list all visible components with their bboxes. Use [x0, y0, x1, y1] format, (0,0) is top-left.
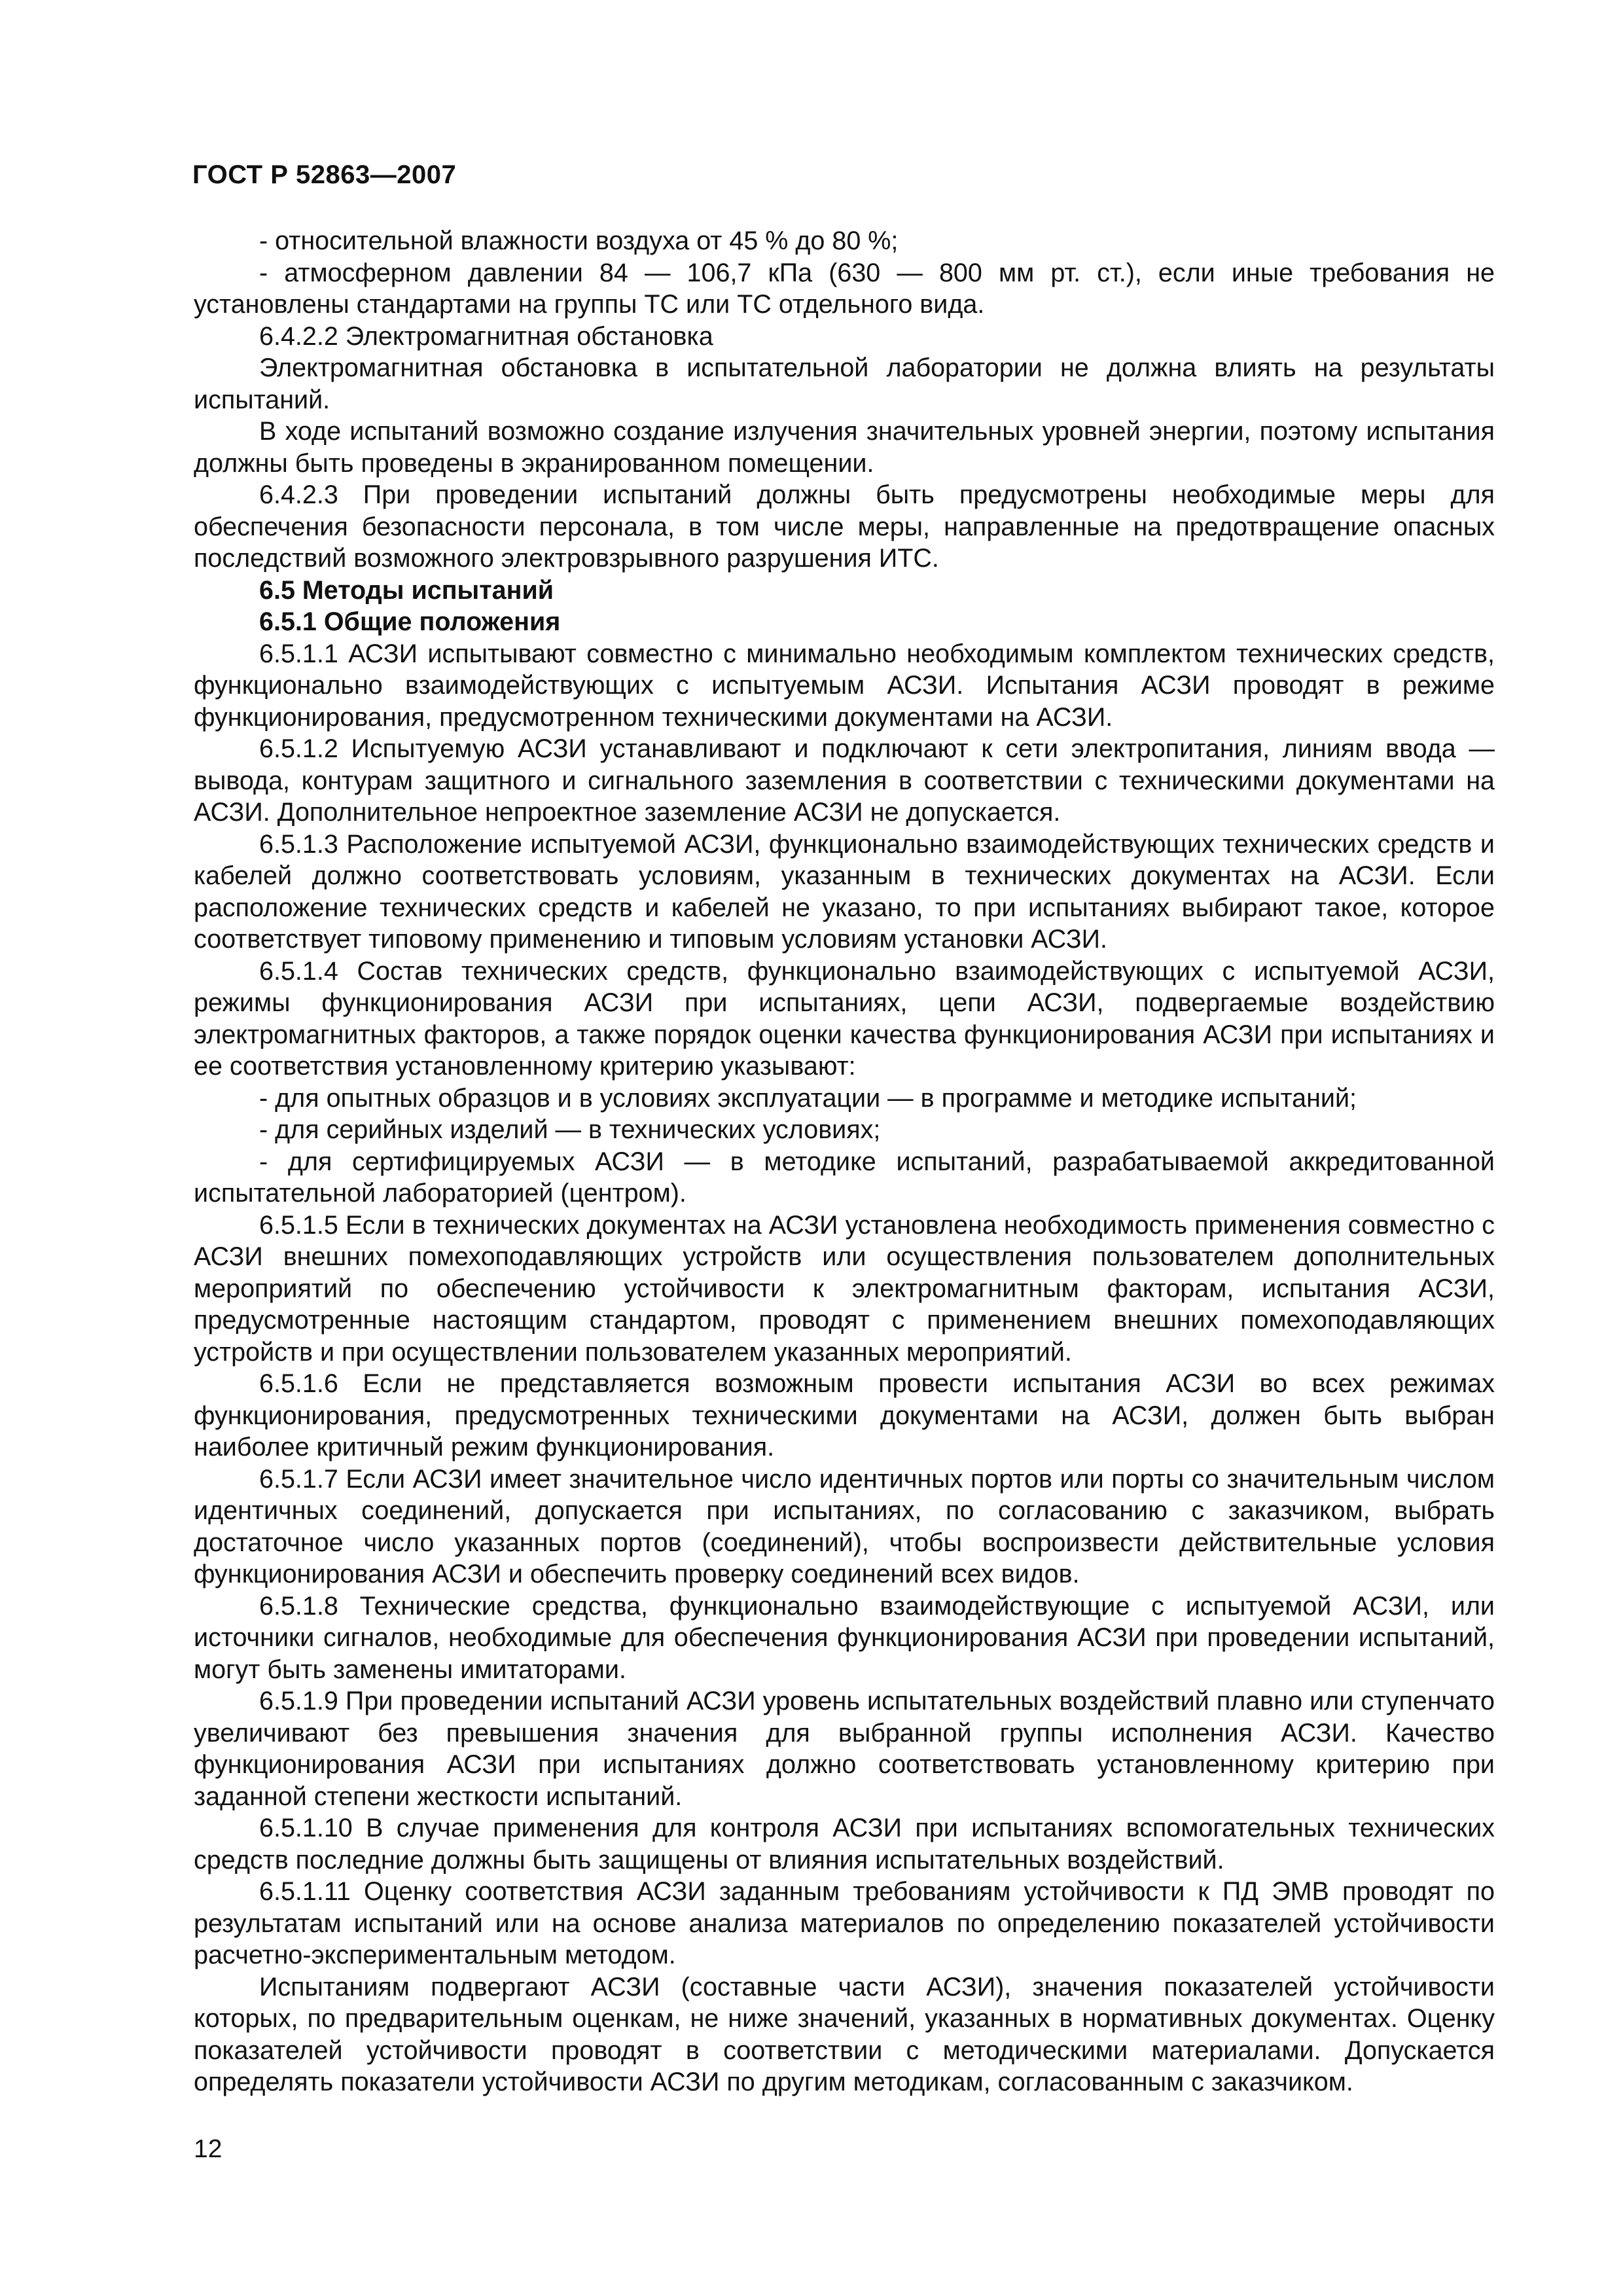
paragraph: 6.5.1.3 Расположение испытуемой АСЗИ, функционально взаимодействующих технических средств и кабелей должно соответствовать условиям, указанным в технических документах на АСЗИ. Если расположение технических средств и кабелей не указано, то при испытаниях выбирают такое, которое соответствует типовому применению и типовым условиям установки АСЗИ.	[194, 829, 1495, 954]
page-number: 12	[194, 2135, 223, 2163]
body-text	[194, 225, 1495, 2098]
list-item: - для серийных изделий — в технических условиях;	[259, 1115, 881, 1144]
paragraph: - относительной влажности воздуха от 45 % до 80 %;	[259, 226, 899, 255]
paragraph: 6.5.1.8 Технические средства, функционально взаимодействующие с испытуемой АСЗИ, или источники сигналов, необходимые для обеспечения функционирования АСЗИ при проведении испытаний, могут быть заменены имитаторами.	[194, 1591, 1495, 1684]
paragraph: 6.5.1.10 В случае применения для контроля АСЗИ при испытаниях вспомогательных технических средств последние должны быть защищены от влияния испытательных воздействий.	[194, 1814, 1495, 1874]
section-heading: 6.5 Методы испытаний	[259, 575, 554, 605]
paragraph: 6.5.1.5 Если в технических документах на АСЗИ установлена необходимость применения совместно с АСЗИ внешних помехоподавляющих устройств или осуществления пользователем дополнительных мероприятий по обеспечению устойчивости к электромагнитным факторам, испытания АСЗИ, предусмотренные настоящим стандартом, проводят с применением внешних помехоподавляющих устройств и при осуществлении пользователем указанных мероприятий.	[194, 1210, 1495, 1367]
paragraph: 6.5.1.7 Если АСЗИ имеет значительное число идентичных портов или порты со значительным числом идентичных соединений, допускается при испытаниях, по согласованию с заказчиком, выбрать достаточное число указанных портов (соединений), чтобы воспроизвести действительные условия функционирования АСЗИ и обеспечить проверку соединений всех видов.	[194, 1464, 1495, 1588]
paragraph: Электромагнитная обстановка в испытательной лаборатории не должна влиять на результаты испытаний.	[194, 353, 1495, 414]
subsection-heading: 6.5.1 Общие положения	[259, 607, 561, 636]
list-item: - для опытных образцов и в условиях эксплуатации — в программе и методике испытаний;	[259, 1083, 1357, 1113]
paragraph: 6.5.1.1 АСЗИ испытывают совместно с минимально необходимым комплектом технических средств, функционально взаимодействующих с испытуемым АСЗИ. Испытания АСЗИ проводят в режиме функционирования, предусмотренном техническими документами на АСЗИ.	[194, 639, 1495, 732]
paragraph: 6.5.1.9 При проведении испытаний АСЗИ уровень испытательных воздействий плавно или ступенчато увеличивают без превышения значения для выбранной группы исполнения АСЗИ. Качество функционирования АСЗИ при испытаниях должно соответствовать установленному критерию при заданной степени жесткости испытаний.	[194, 1687, 1495, 1811]
paragraph: 6.5.1.4 Состав технических средств, функционально взаимодействующих с испытуемой АСЗИ, режимы функционирования АСЗИ при испытаниях, цепи АСЗИ, подвергаемые воздействию электромагнитных факторов, а также порядок оценки качества функционирования АСЗИ при испытаниях и ее соответствия установленному критерию указывают:	[194, 956, 1495, 1081]
list-item: - для сертифицируемых АСЗИ — в методике испытаний, разрабатываемой аккредитованной испытательной лабораторией (центром).	[194, 1147, 1495, 1208]
paragraph: 6.5.1.6 Если не представляется возможным провести испытания АСЗИ во всех режимах функционирования, предусмотренных техническими документами на АСЗИ, должен быть выбран наиболее критичный режим функционирования.	[194, 1369, 1495, 1462]
paragraph: В ходе испытаний возможно создание излучения значительных уровней энергии, поэтому испытания должны быть проведены в экранированном помещении.	[194, 417, 1495, 478]
paragraph: 6.4.2.2 Электромагнитная обстановка	[259, 321, 713, 351]
paragraph: Испытаниям подвергают АСЗИ (составные части АСЗИ), значения показателей устойчивости которых, по предварительным оценкам, не ниже значений, указанных в нормативных документах. Оценку показателей устойчивости проводят в соответствии с методическими материалами. Допускается определять показатели устойчивости АСЗИ по другим методикам, согласованным с заказчиком.	[194, 1972, 1495, 2096]
standard-header: ГОСТ Р 52863—2007	[192, 160, 457, 189]
paragraph: 6.5.1.11 Оценку соответствия АСЗИ заданным требованиям устойчивости к ПД ЭМВ проводят по результатам испытаний или на основе анализа материалов по определению показателей устойчивости расчетно-экспериментальным методом.	[194, 1877, 1495, 1969]
paragraph: 6.4.2.3 При проведении испытаний должны быть предусмотрены необходимые меры для обеспечения безопасности персонала, в том числе меры, направленные на предотвращение опасных последствий возможного электровзрывного разрушения ИТС.	[194, 480, 1495, 573]
paragraph: - атмосферном давлении 84 — 106,7 кПа (630 — 800 мм рт. ст.), если иные требования не установлены стандартами на группы ТС или ТС отдельного вида.	[194, 258, 1495, 319]
paragraph: 6.5.1.2 Испытуемую АСЗИ устанавливают и подключают к сети электропитания, линиям ввода — вывода, контурам защитного и сигнального заземления в соответствии с техническими документами на АСЗИ. Дополнительное непроектное заземление АСЗИ не допускается.	[194, 734, 1495, 827]
